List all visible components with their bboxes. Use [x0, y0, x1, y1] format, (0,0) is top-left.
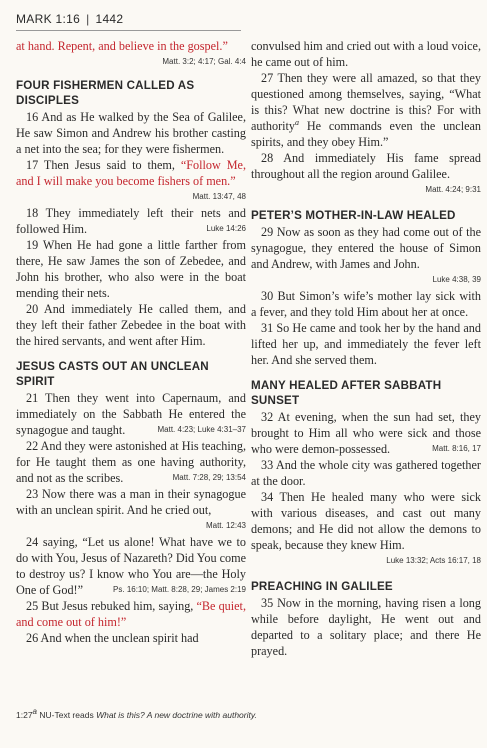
verse-23: 23 Now there was a man in their synagogue with an unclean spirit. And he cried out, Matt. 12:43 — [16, 486, 246, 518]
cross-reference: Ps. 16:10; Matt. 8:28, 29; James 2:19 — [113, 585, 246, 594]
section-heading: JESUS CASTS OUT AN UNCLEAN SPIRIT — [16, 360, 209, 388]
verse-28: 28 And immediately His fame spread throughout all the region around Galilee. Matt. 4:24; 9:31 — [251, 150, 481, 182]
section-heading: MANY HEALED AFTER SABBATH SUNSET — [251, 379, 442, 407]
header-separator: | — [86, 12, 90, 26]
section-heading: PREACHING IN GALILEE — [251, 580, 393, 593]
verse-26: 26 And when the unclean spirit had — [26, 631, 199, 645]
verse-17: 17 Then Jesus said to them, “Follow Me, and I will make you become fishers of men.” Matt. 13:47, 48 — [16, 157, 246, 189]
cross-reference: Matt. 4:23; Luke 4:31–37 — [157, 425, 246, 434]
verse-31: 31 So He came and took her by the hand and lifted her up, and immediately the fever left her. And she served them. — [251, 321, 481, 367]
footnote-reference: 1:27 — [16, 710, 33, 720]
footnote-marker: a — [32, 707, 37, 717]
verse-18: 18 They immediately left their nets and followed Him. Luke 14:26 — [16, 206, 246, 236]
verse-26-continuation: convulsed him and cried out with a loud voice, he came out of him. — [251, 39, 481, 69]
page-number: 1442 — [95, 12, 124, 26]
verse-34: 34 Then He healed many who were sick with various diseases, and cast out many demons; and He did not allow the demons to speak, because they knew Him. Luke 13:32; Acts 16:17, 18 — [251, 489, 481, 553]
cross-reference: Matt. 3:2; 4:17; Gal. 4:4 — [162, 57, 246, 66]
footnote-text: What is this? A new doctrine with authority. — [96, 710, 257, 720]
cross-reference: Matt. 12:43 — [205, 521, 246, 530]
cross-reference: Matt. 4:24; 9:31 — [425, 185, 481, 194]
verse-21: 21 Then they went into Capernaum, and immediately on the Sabbath He entered the synagogue and taught. Matt. 4:23; Luke 4:31–37 — [16, 391, 246, 437]
verse-35: 35 Now in the morning, having risen a long while before daylight, He went out and departed to a solitary place; and there He prayed. — [251, 596, 481, 658]
verse-27: 27 Then they were all amazed, so that they questioned among themselves, saying, “What is this? What new doctrine is this? For with authority$^a$ He commands even the unclean spirits, and they obey Him.” — [251, 71, 481, 149]
chapter-reference: MARK 1:16 — [16, 12, 81, 26]
left-column — [16, 38, 246, 646]
verse-24: 24 saying, “Let us alone! What have we to do with You, Jesus of Nazareth? Did You come to destroy us? I know who You are—the Holy One of God!” Ps. 16:10; Matt. 8:28, 29; James 2:19 — [16, 535, 246, 597]
section-heading: FOUR FISHERMEN CALLED AS DISCIPLES — [16, 79, 195, 107]
right-column — [251, 38, 481, 659]
verse-20: 20 And immediately He called them, and they left their father Zebedee in the boat with the hired servants, and went after Him. — [16, 302, 246, 348]
page-header — [16, 8, 472, 30]
cross-reference: Luke 14:26 — [206, 224, 246, 233]
verse-30: 30 But Simon’s wife’s mother lay sick with a fever, and they told Him about her at once. — [251, 289, 481, 319]
footnote — [16, 707, 472, 720]
verse-25: 25 But Jesus rebuked him, saying, “Be quiet, and come out of him!” — [16, 599, 246, 629]
cross-reference: Matt. 7:28, 29; 13:54 — [172, 473, 246, 482]
cross-reference: Matt. 8:16, 17 — [432, 444, 481, 453]
verse-22: 22 And they were astonished at His teaching, for He taught them as one having authority, and not as the scribes. Matt. 7:28, 29; 13:54 — [16, 439, 246, 485]
section-heading: PETER’S MOTHER-IN-LAW HEALED — [251, 209, 456, 222]
words-of-christ: “Be quiet, and come out of him!” — [16, 599, 246, 629]
cross-reference: Matt. 13:47, 48 — [192, 192, 246, 201]
verse-32: 32 At evening, when the sun had set, they brought to Him all who were sick and those who were demon-possessed. Matt. 8:16, 17 — [251, 410, 481, 456]
cross-reference: Luke 13:32; Acts 16:17, 18 — [386, 556, 481, 565]
footnote-label: NU-Text reads — [39, 710, 97, 720]
header-rule — [16, 30, 241, 31]
verse-15-continuation: at hand. Repent, and believe in the gospel.” Matt. 3:2; 4:17; Gal. 4:4 — [16, 38, 246, 54]
verse-19: 19 When He had gone a little farther from there, He saw James the son of Zebedee, and John his brother, who also were in the boat mending their nets. — [16, 238, 246, 300]
words-of-christ: “Follow Me, and I will make you become fishers of men.” — [16, 158, 246, 188]
footnote-marker[interactable]: a — [295, 117, 300, 127]
verse-33: 33 And the whole city was gathered together at the door. — [251, 458, 481, 488]
verse-29: 29 Now as soon as they had come out of the synagogue, they entered the house of Simon and Andrew, with James and John. Luke 4:38, 39 — [251, 224, 481, 272]
verse-16: 16 And as He walked by the Sea of Galilee, He saw Simon and Andrew his brother casting a net into the sea; for they were fishermen. — [16, 110, 246, 156]
cross-reference: Luke 4:38, 39 — [432, 275, 481, 284]
